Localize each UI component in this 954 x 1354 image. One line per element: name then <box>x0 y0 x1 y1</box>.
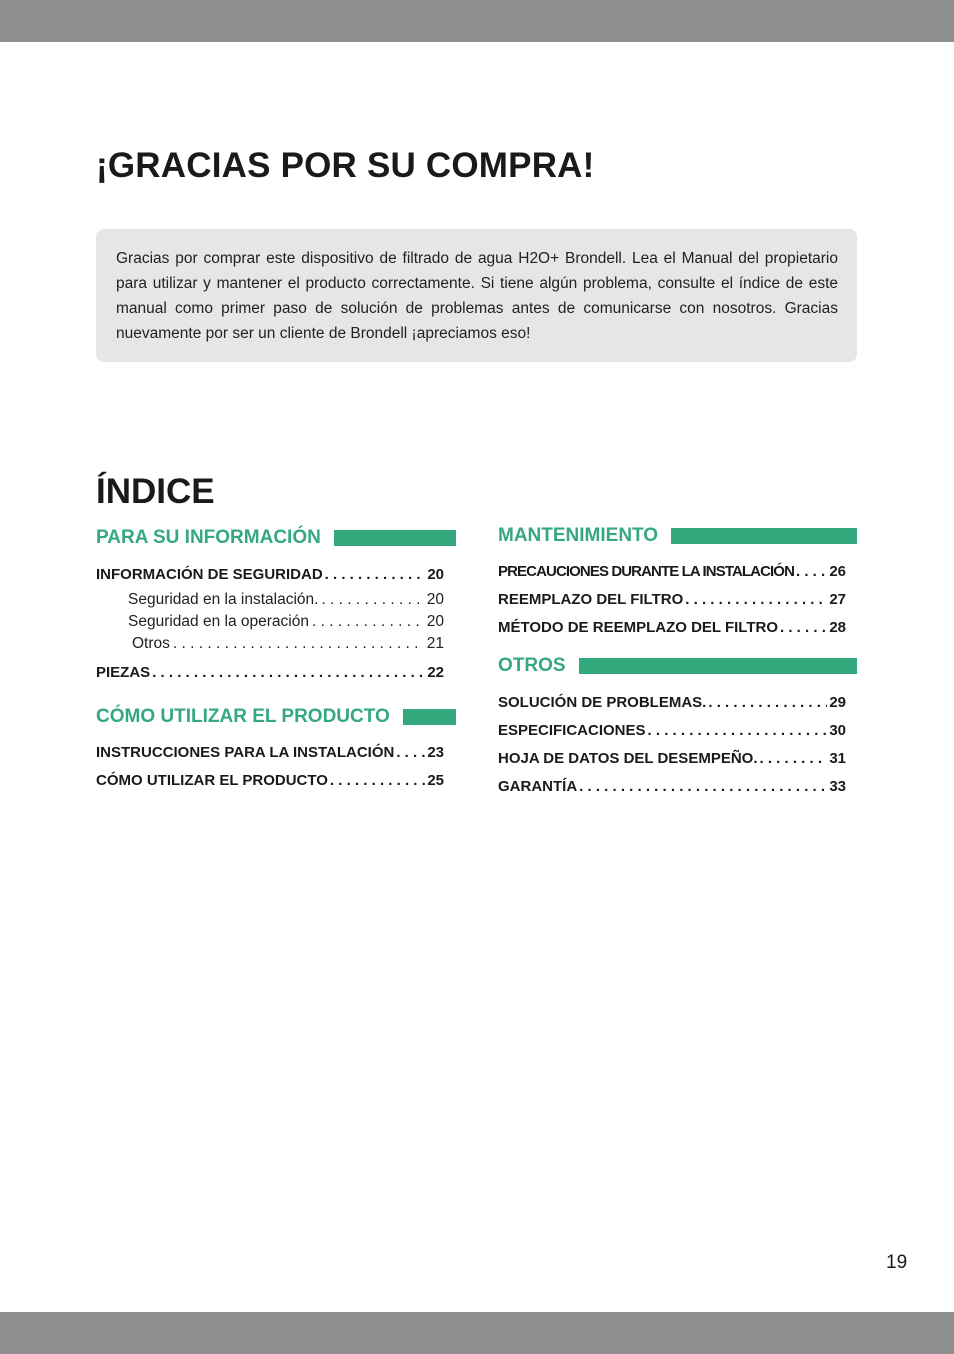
toc-subentry[interactable] <box>128 589 444 611</box>
toc-entry-name: INSTRUCCIONES PARA LA INSTALACIÓN <box>96 744 395 761</box>
section-heading-label: OTROS <box>498 655 566 676</box>
toc-entry-page: 33 <box>829 778 846 795</box>
section-heading-maintenance <box>498 522 857 550</box>
section-heading-use <box>96 703 456 731</box>
toc-entry-name: SOLUCIÓN DE PROBLEMAS. <box>498 694 707 711</box>
toc-entry-name: INFORMACIÓN DE SEGURIDAD <box>96 566 323 583</box>
toc-leader-dots <box>173 633 424 655</box>
toc-subentry-page: 20 <box>426 591 444 608</box>
toc-entry[interactable] <box>96 659 444 687</box>
toc-entry-name: ESPECIFICACIONES <box>498 722 646 739</box>
toc-right-column <box>498 522 857 801</box>
toc-leader-dots <box>330 767 425 795</box>
toc-entry-page: 20 <box>427 566 444 583</box>
section-heading-bar <box>334 530 456 546</box>
section-heading-bar <box>579 658 857 674</box>
toc-left-column <box>96 524 456 795</box>
section-heading-bar <box>403 709 456 725</box>
page-number: 19 <box>886 1252 908 1273</box>
toc-leader-dots <box>796 558 827 586</box>
toc-entry[interactable] <box>498 717 846 745</box>
toc-entry-page: 22 <box>427 664 444 681</box>
toc-entry[interactable] <box>498 689 846 717</box>
toc-entry-page: 26 <box>829 563 846 580</box>
toc-leader-dots <box>396 739 425 767</box>
section-heading-info <box>96 524 456 552</box>
toc-entry-name: REEMPLAZO DEL FILTRO <box>498 591 684 608</box>
toc-entry-name: HOJA DE DATOS DEL DESEMPEÑO. <box>498 750 758 767</box>
section-heading-label: MANTENIMIENTO <box>498 525 659 546</box>
toc-leader-dots <box>325 561 426 589</box>
toc-leader-dots <box>321 589 423 611</box>
toc-entry[interactable] <box>498 773 846 801</box>
toc-entry-name: PRECAUCIONES DURANTE LA INSTALACIÓN <box>498 563 795 580</box>
page-title: ¡GRACIAS POR SU COMPRA! <box>96 146 595 185</box>
toc-leader-dots <box>685 586 827 614</box>
toc-entry[interactable] <box>498 558 846 586</box>
top-band <box>0 0 954 42</box>
toc-entry-page: 31 <box>829 750 846 767</box>
section-heading-label: CÓMO UTILIZAR EL PRODUCTO <box>96 706 390 727</box>
toc-entry[interactable] <box>96 561 444 589</box>
toc-entry[interactable] <box>498 614 846 642</box>
intro-box <box>96 229 857 362</box>
toc-entry-page: 23 <box>427 744 444 761</box>
toc-entry-name: PIEZAS <box>96 664 151 681</box>
toc-leader-dots <box>760 745 828 773</box>
toc-subentry-page: 21 <box>426 635 444 652</box>
toc-entry-page: 25 <box>427 772 444 789</box>
section-heading-others <box>498 652 857 680</box>
toc-subentry-page: 20 <box>426 613 444 630</box>
toc-entry-page: 28 <box>829 619 846 636</box>
toc-entry-name: MÉTODO DE REEMPLAZO DEL FILTRO <box>498 619 779 636</box>
toc-entry[interactable] <box>96 767 444 795</box>
toc-leader-dots <box>312 611 424 633</box>
toc-entry-page: 27 <box>829 591 846 608</box>
intro-text: Gracias por comprar este dispositivo de filtrado de agua H2O+ Brondell. Lea el Manual del propietario para utilizar y mantener el producto correctamente. Si tiene algún problema, consulte el índice de este manual como primer paso de solución de problemas antes de comunicarse con nosotros. Gracias nuevamente por ser un cliente de Brondell ¡apreciamos eso! <box>116 250 838 342</box>
toc-subentry-name: Seguridad en la operación <box>128 613 309 630</box>
toc-entry[interactable] <box>96 739 444 767</box>
toc-leader-dots <box>648 717 828 745</box>
index-title: ÍNDICE <box>96 472 215 511</box>
toc-entry[interactable] <box>498 586 846 614</box>
bottom-band <box>0 1312 954 1354</box>
toc-entry-page: 29 <box>829 694 846 711</box>
toc-leader-dots <box>780 614 827 642</box>
toc-leader-dots <box>708 689 827 717</box>
toc-subentry[interactable] <box>132 633 444 655</box>
toc-entry-name: GARANTÍA <box>498 778 578 795</box>
toc-entry-name: CÓMO UTILIZAR EL PRODUCTO <box>96 772 328 789</box>
toc-entry[interactable] <box>498 745 846 773</box>
toc-leader-dots <box>152 659 425 687</box>
toc-leader-dots <box>579 773 827 801</box>
section-heading-bar <box>671 528 857 544</box>
toc-entry-page: 30 <box>829 722 846 739</box>
toc-subentry[interactable] <box>128 611 444 633</box>
toc-subentry-name: Seguridad en la instalación. <box>128 591 319 608</box>
toc-subentry-name: Otros <box>132 635 170 652</box>
section-heading-label: PARA SU INFORMACIÓN <box>96 527 321 548</box>
